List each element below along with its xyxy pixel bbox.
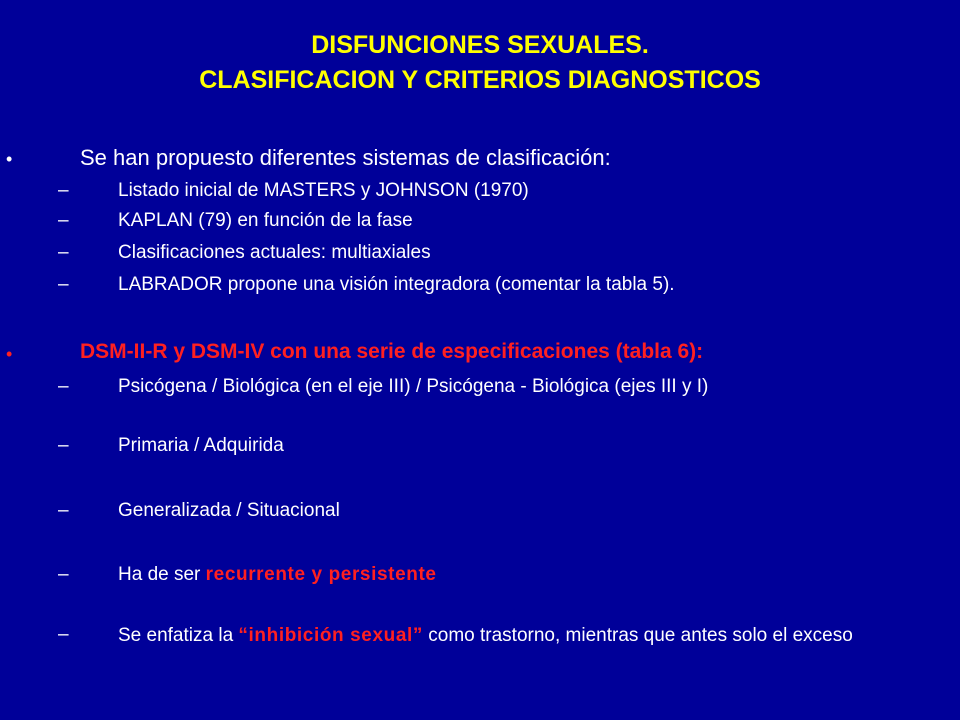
recurrent-prefix: Ha de ser	[118, 564, 206, 585]
list-item-text: Clasificaciones actuales: multiaxiales	[118, 242, 431, 263]
dash-marker: –	[58, 564, 69, 585]
bullet-section-2	[0, 340, 960, 370]
dash-marker: –	[58, 242, 69, 263]
bullet-section-1	[0, 145, 960, 175]
slide-title	[0, 28, 960, 98]
dash-marker: –	[58, 180, 69, 201]
list-item-text: Generalizada / Situacional	[118, 500, 340, 521]
section-2-heading: DSM-II-R y DSM-IV con una serie de especificaciones (tabla 6):	[80, 340, 704, 363]
bullet-marker: •	[6, 149, 13, 169]
title-line-1: DISFUNCIONES SEXUALES.	[311, 31, 649, 59]
inhibition-prefix: Se enfatiza la	[118, 625, 239, 646]
list-item-recurrent	[118, 564, 437, 586]
dash-marker: –	[58, 435, 69, 456]
dash-marker: –	[58, 500, 69, 521]
dash-marker: –	[58, 274, 69, 295]
inhibition-suffix: como trastorno, mientras que antes solo el exceso	[422, 625, 853, 646]
list-item-text: Psicógena / Biológica (en el eje III) / Psicógena - Biológica (ejes III y I)	[118, 376, 709, 397]
list-item-text: KAPLAN (79) en función de la fase	[118, 210, 413, 231]
bullet-marker: •	[6, 344, 13, 364]
list-item-text: LABRADOR propone una visión integradora (comentar la tabla 5).	[118, 274, 675, 295]
inhibition-emphasis: “inhibición sexual”	[238, 625, 423, 646]
list-item-text: Primaria / Adquirida	[118, 435, 284, 456]
recurrent-emphasis: recurrente y persistente	[205, 564, 437, 585]
dash-marker: –	[58, 210, 69, 231]
section-1-heading: Se han propuesto diferentes sistemas de clasificación:	[80, 145, 611, 170]
list-item-inhibition	[118, 624, 950, 648]
dash-marker: –	[58, 624, 69, 645]
dash-marker: –	[58, 376, 69, 397]
list-item-text: Listado inicial de MASTERS y JOHNSON (1970)	[118, 180, 529, 201]
title-line-2: CLASIFICACION Y CRITERIOS DIAGNOSTICOS	[199, 66, 761, 94]
